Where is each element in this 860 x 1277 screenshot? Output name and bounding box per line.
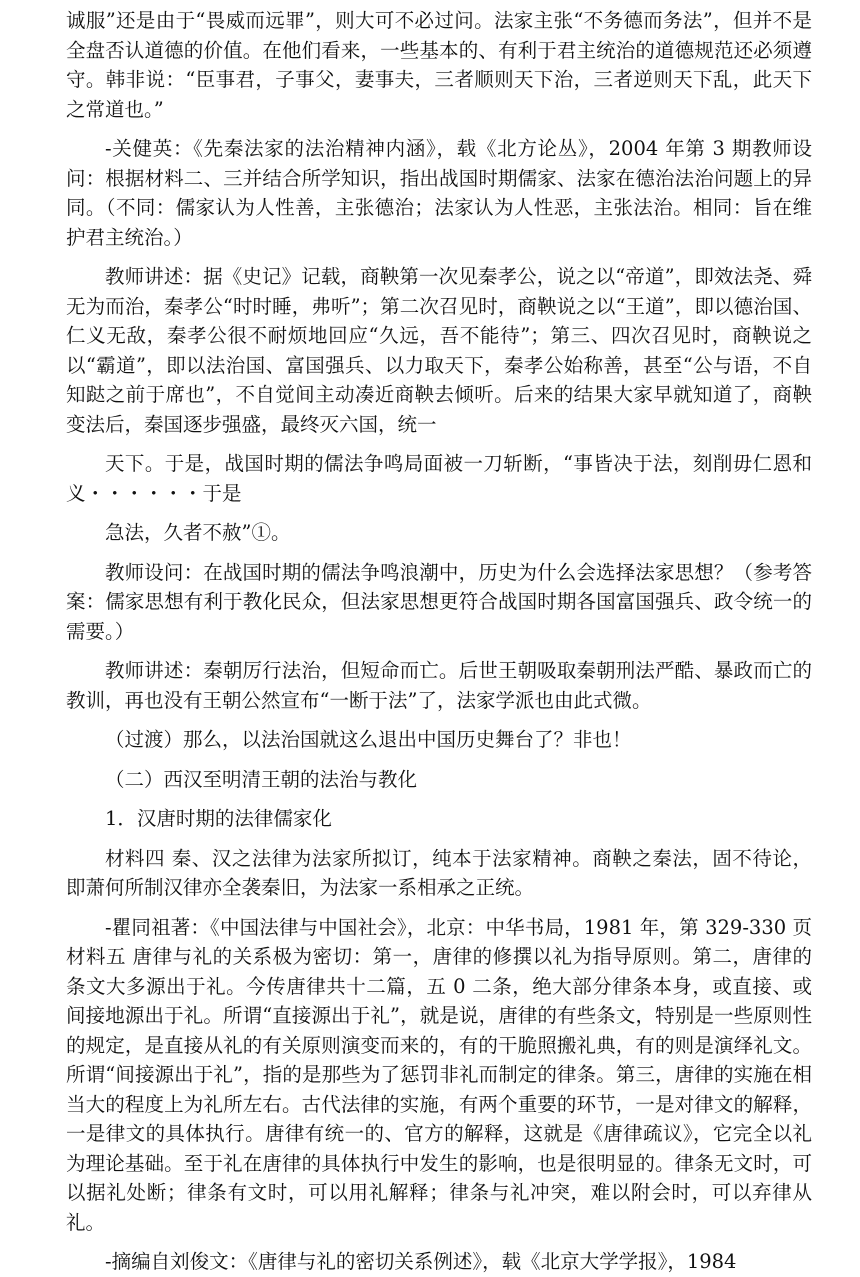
paragraph: -摘编自刘俊文：《唐律与礼的密切关系例述》，载《北京大学学报》，1984 (105, 1250, 737, 1273)
paragraph: 教师设问：在战国时期的儒法争鸣浪潮中，历史为什么会选择法家思想？（参考答案：儒家思想有利于教化民众，但法家思想更符合战国时期各国富国强兵、政令统一的需要。） (66, 560, 812, 643)
paragraph: 教师讲述：据《史记》记载，商鞅第一次见秦孝公，说之以“帝道”，即效法尧、舜无为而治，秦孝公“时时睡，弗听”；第二次召见时，商鞅说之以“王道”，即以德治国、仁义无敌，秦孝公很不耐烦地回应“久远，吾不能待”；第三、四次召见时，商鞅说之以“霸道”，即以法治国、富国强兵、以力取天下，秦孝公始称善，甚至“公与语，不自知跶之前于席也”，不自觉间主动凑近商鞅去倾听。后来的结果大家早就知道了，商鞅变法后，秦国逐步强盛，最终灭六国，统一 (66, 265, 812, 436)
paragraph: 天下。于是，战国时期的儒法争鸣局面被一刀斩断，“事皆决于法，刻削毋仁恩和义・・・・・・于是 (66, 452, 812, 505)
paragraph: （过渡）那么，以法治国就这么退出中国历史舞台了？非也！ (105, 728, 632, 751)
subsection-heading: 1．汉唐时期的法律儒家化 (105, 807, 332, 830)
paragraph: 急法，久者不赦”①。 (105, 521, 291, 544)
paragraph: 材料四 秦、汉之法律为法家所拟订，纯本于法家精神。商鞅之秦法，固不待论，即萧何所制汉律亦全袭秦旧，为法家一系相承之正统。 (66, 846, 812, 899)
section-heading: （二）西汉至明清王朝的法治与教化 (105, 767, 418, 791)
paragraph: 诚服”还是由于“畏威而远罪”，则大可不必过问。法家主张“不务德而务法”，但并不是全盘否认道德的价值。在他们看来，一些基本的、有利于君主统治的道德规范还必须遵守。韩非说：“臣事君，子事父，妻事夫，三者顺则天下治，三者逆则天下乱，此天下之常道也。” (66, 9, 812, 121)
paragraph: 教师讲述：秦朝厉行法治，但短命而亡。后世王朝吸取秦朝刑法严酷、暴政而亡的教训，再也没有王朝公然宣布“一断于法”了，法家学派也由此式微。 (66, 659, 812, 712)
paragraph: -瞿同祖著：《中国法律与中国社会》，北京：中华书局，1981 年，第 329-330 页材料五 唐律与礼的关系极为密切：第一，唐律的修撰以礼为指导原则。第二，唐律的条文大多源出于礼。今传唐律共十二篇，五 0 二条，绝大部分律条本身，或直接、或间接地源出于礼。所谓“直接源出于礼”，就是说，唐律的有些条文，特别是一些原则性的规定，是直接从礼的有关原则演变而来的，有的干脆照搬礼典，有的则是演绎礼文。所谓“间接源出于礼”，指的是那些为了惩罚非礼而制定的律条。第三，唐律的实施在相当大的程度上为礼所左右。古代法律的实施，有两个重要的环节，一是对律文的解释，一是律文的具体执行。唐律有统一的、官方的解释，这就是《唐律疏议》，它完全以礼为理论基础。至于礼在唐律的具体执行中发生的影响，也是很明显的。律条无文时，可以据礼处断；律条有文时，可以用礼解释；律条与礼冲突，难以附会时，可以弃律从礼。 (66, 915, 812, 1234)
paragraph: -关健英：《先秦法家的法治精神内涵》，载《北方论丛》，2004 年第 3 期教师设问：根据材料二、三并结合所学知识，指出战国时期儒家、法家在德治法治问题上的异同。（不同：儒家认为人性善，主张德治；法家认为人性恶，主张法治。相同：旨在维护君主统治。） (66, 137, 812, 249)
